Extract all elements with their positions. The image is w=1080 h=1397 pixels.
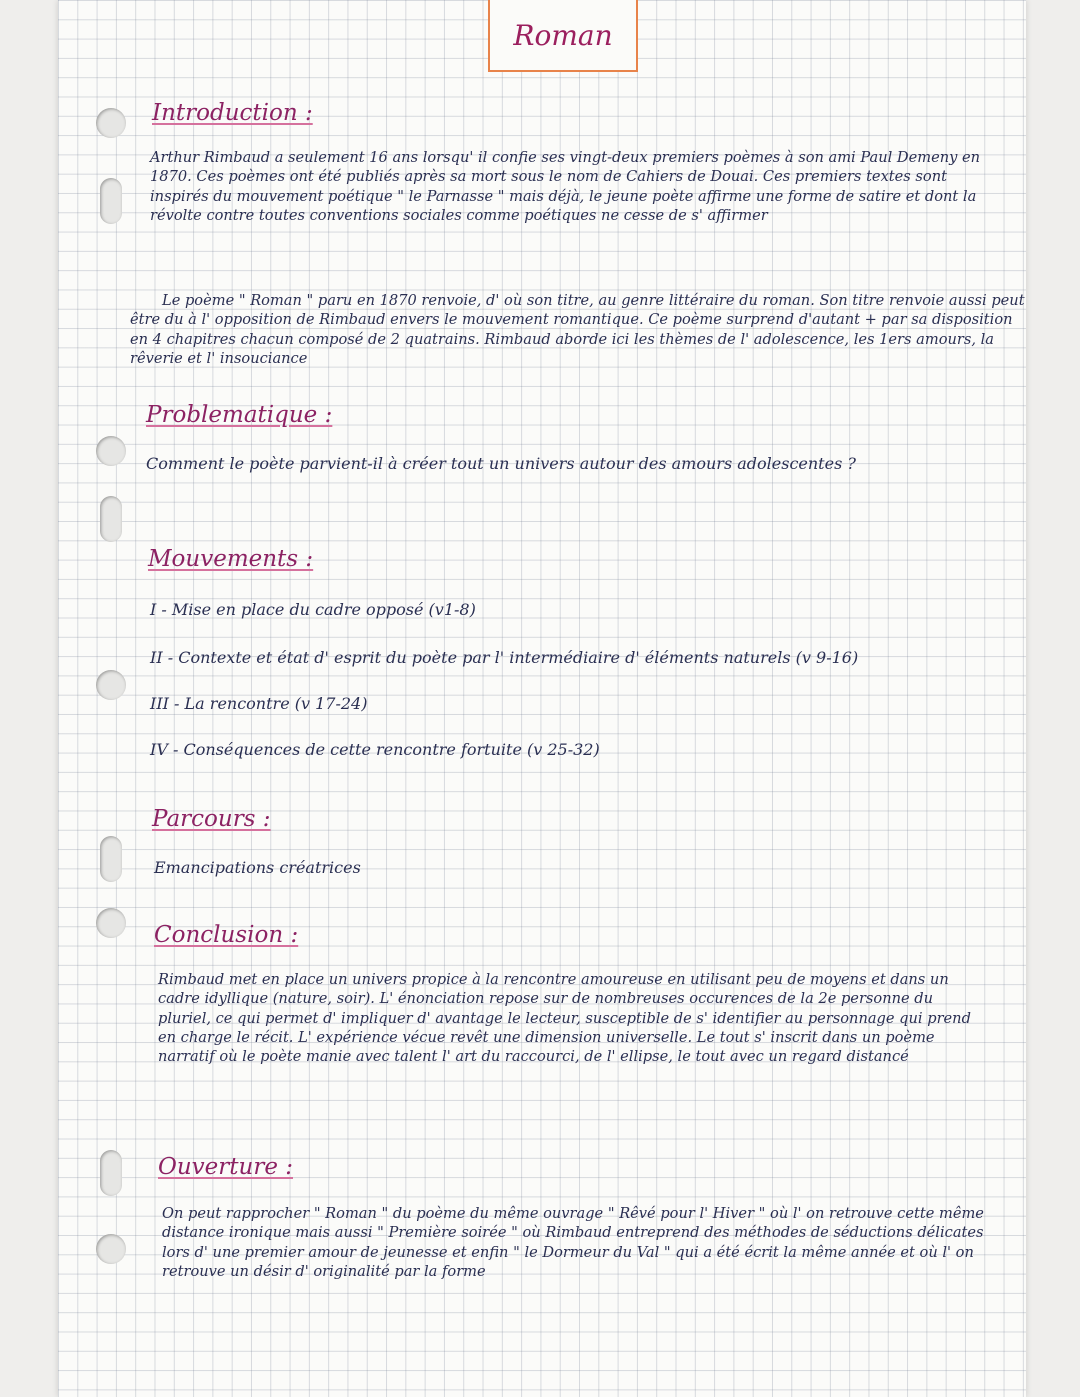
parcours-text: Emancipations créatrices bbox=[154, 858, 361, 877]
binder-hole bbox=[96, 908, 126, 938]
binder-hole bbox=[96, 108, 126, 138]
problematique-text: Comment le poète parvient-il à créer tout un univers autour des amours adolescentes ? bbox=[146, 454, 856, 473]
ouverture-text: On peut rapprocher " Roman " du poème du même ouvrage " Rêvé pour l' Hiver " où l' on retrouve cette même distance ironique mais aussi " Première soirée " où Rimbaud entreprend des méthodes de séductions délicates lors d' une premier amour de jeunesse et enfin " le Dormeur du Val " qui a été écrit la même année et où l' on retrouve un désir d' originalité par la forme bbox=[162, 1205, 984, 1280]
binder-hole bbox=[100, 496, 122, 542]
page-title: Roman bbox=[513, 18, 613, 52]
binder-hole bbox=[96, 1234, 126, 1264]
introduction-paragraph-1: Arthur Rimbaud a seulement 16 ans lorsqu' il confie ses vingt-deux premiers poèmes à son ami Paul Demeny en 1870. Ces poèmes ont été publiés après sa mort sous le nom de Cahiers de Douai. Ces premiers textes sont inspirés du mouvement poétique " le Parnasse " mais déjà, le jeune poète affirme une forme de satire et dont la révolte contre toutes conventions sociales comme poétiques ne cesse de s' affirmer bbox=[150, 149, 981, 224]
binder-hole bbox=[100, 836, 122, 882]
conclusion-heading: Conclusion : bbox=[154, 922, 299, 948]
introduction-paragraph-2: Le poème " Roman " paru en 1870 renvoie, d' où son titre, au genre littéraire du roman. Son titre renvoie aussi peut être du à l' opposition de Rimbaud envers le mouvement romantique. Ce poème surprend d'autant + par sa disposition en 4 chapitres chacun composé de 2 quatrains. Rimbaud aborde ici les thèmes de l' adolescence, les 1ers amours, la rêverie et l' insouciance bbox=[130, 292, 1025, 367]
binder-hole bbox=[100, 178, 122, 224]
introduction-heading: Introduction : bbox=[152, 100, 313, 126]
mouvement-item-3: III - La rencontre (v 17-24) bbox=[150, 694, 368, 713]
binder-hole bbox=[96, 436, 126, 466]
mouvement-item-1: I - Mise en place du cadre opposé (v1-8) bbox=[150, 600, 476, 619]
title-box bbox=[488, 0, 638, 72]
conclusion-text: Rimbaud met en place un univers propice à la rencontre amoureuse en utilisant peu de moyens et dans un cadre idyllique (nature, soir). L' énonciation repose sur de nombreuses occurences de la 2e personne du pluriel, ce qui permet d' impliquer d' avantage le lecteur, susceptible de s' identifier au personnage qui prend en charge le récit. L' expérience vécue revêt une dimension universelle. Le tout s' inscrit dans un poème narratif où le poète manie avec talent l' art du raccourci, de l' ellipse, le tout avec un regard distancé bbox=[158, 971, 971, 1066]
parcours-heading: Parcours : bbox=[152, 806, 271, 832]
binder-hole bbox=[96, 670, 126, 700]
mouvement-item-4: IV - Conséquences de cette rencontre fortuite (v 25-32) bbox=[150, 740, 600, 759]
mouvements-heading: Mouvements : bbox=[148, 546, 314, 572]
mouvement-item-2: II - Contexte et état d' esprit du poète par l' intermédiaire d' éléments naturels (v 9-16) bbox=[150, 648, 859, 667]
ouverture-heading: Ouverture : bbox=[158, 1154, 293, 1180]
binder-hole bbox=[100, 1150, 122, 1196]
problematique-heading: Problematique : bbox=[146, 402, 333, 428]
